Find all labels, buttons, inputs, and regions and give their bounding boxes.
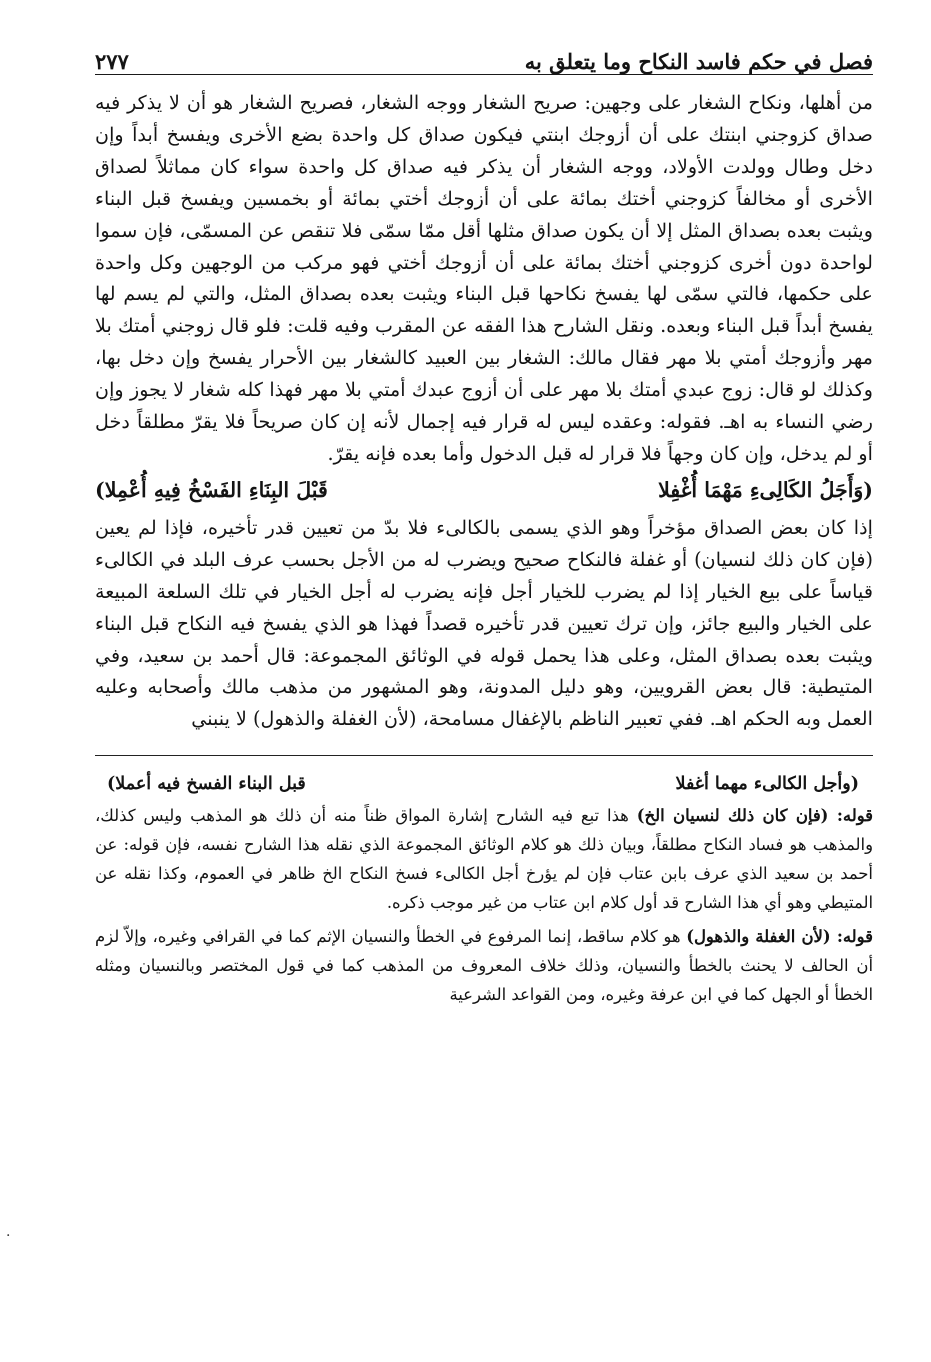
footnote-1-text: هذا تبع فيه الشارح إشارة المواق ظناً منه أن ذلك هو المذهب وليس كذلك، والمذهب هو فساد النكاح مطلقاً، وبيان ذلك هو كلام الوثائق المجموعة الذي نقله هذا الشارح نفسه، فإن قوله: عن أحمد بن سعيد الذي عرف بابن عتاب فإن لم يؤرخ أجل الكالىء فسخ النكاح الخ ظاهر في العموم، وكذا نقله عن المتيطي وهو أي هذا الشارح قد أول كلام ابن عتاب من غير موجب ذكره. — [95, 806, 873, 912]
verse-right-hemistich: (وَأَجَلُ الكَالِىءِ مَهْمَا أُغْفِلا — [658, 477, 873, 502]
footnote-paragraph-1 — [95, 802, 873, 917]
footnote-paragraph-2 — [95, 923, 873, 1009]
footnote-verse-left: قبل البناء الفسخ فيه أعملا) — [107, 774, 306, 795]
footnote-1-lead: قوله: (فإن كان ذلك لنسيان الخ) — [636, 806, 873, 826]
page-header — [95, 40, 873, 75]
margin-mark: · — [6, 1228, 11, 1244]
main-paragraph-1: من أهلها، ونكاح الشغار على وجهين: صريح الشغار ووجه الشغار، فصريح الشغار هو أن لا يذكر فيه صداق كزوجني ابنتك على أن أزوجك ابنتي فيكون صداق كل واحدة بضع الأخرى ويفسخ أبداً وإن دخل وطال وولدت الأولاد، ووجه الشغار أن يذكر فيه صداق كل واحدة سواء كان مماثلاً لصداق الأخرى أو مخالفاً كزوجني أختك بمائة على أن أزوجك أختي بمائة أو بخمسين ويفسخ قبل البناء ويثبت بعده بصداق المثل إلا أن يكون صداق مثلها أقل ممّا سمّى فلا تنقص عن المسمّى، فإن سموا لواحدة دون أخرى كزوجني أختك بمائة على أن أزوجك أختي فهو مركب من الوجهين وكل واحدة على حكمها، فالتي سمّى لها يفسخ نكاحها قبل البناء ويثبت بعده بصداق المثل، والتي لم يسم لها يفسخ أبداً قبل البناء وبعده. ونقل الشارح هذا الفقه عن المقرب وفيه قلت: فلو قال زوجني أمتك بلا مهر وأزوجك أمتي بلا مهر فقال مالك: الشغار بين العبيد كالشغار بين الأحرار يفسخ وإن دخل بها، وكذلك لو قال: زوج عبدي أمتك بلا مهر على أن أزوج عبدك أمتي بلا مهر فهذا كله شغار لا يجوز وإن رضي النساء به اهـ. فقوله: وعقده ليس له قرار فيه إجمال لأنه إن كان صريحاً فلا يقرّ مطلقاً دخل أو لم يدخل، وإن كان وجهاً فلا قرار له قبل الدخول وأما بعده فإنه يقرّ. — [95, 91, 874, 465]
book-page — [95, 40, 873, 1016]
footnote-verse-right: (وأجل الكالىء مهما أغفلا — [675, 774, 859, 795]
footnote-2-text: هو كلام ساقط، إنما المرفوع في الخطأ والنسيان الإثم كما في القرافي وغيره، وإلاّ لزم أن الحالف لا يحنث بالخطأ والنسيان، وذلك خلاف المعروف من المذهب كما في قول المختصر وبالنسيان ومثله الخطأ أو الجهل كما في ابن عرفة وغيره، ومن القواعد الشرعية — [95, 927, 873, 1004]
main-paragraph-2: إذا كان بعض الصداق مؤخراً وهو الذي يسمى بالكالىء فلا بدّ من تعيين قدر تأخيره، فإذا لم يعين (فإن كان ذلك لنسيان) أو غفلة فالنكاح صحيح ويضرب له من الأجل بحسب عرف البلد في الكالىء قياساً على بيع الخيار إذا لم يضرب للخيار أجل فإنه يضرب له أجل الخيار في تلك السلعة المبيعة على الخيار والبيع جائز، وإن ترك تعيين قدر تأخيره قصداً فهذا هو الذي يفسخ فيه النكاح قبل البناء ويثبت بعده بصداق المثل، وعلى هذا يحمل قوله في الوثائق المجموعة: قال أحمد بن سعيد، وفي المتيطية: قال بعض القرويين، وهو دليل المدونة، وهو المشهور من مذهب مالك وأصحابه وعليه العمل وبه الحكم اهـ. ففي تعبير الناظم بالإغفال مسامحة، (لأن الغفلة والذهول) لا ينبني — [95, 515, 873, 731]
footnote-separator — [95, 755, 873, 756]
footnote-verse-line — [95, 766, 873, 802]
running-title: فصل في حكم فاسد النكاح وما يتعلق به — [524, 49, 873, 74]
verse-left-hemistich: قَبْلَ البِنَاءِ الفَسْخُ فِيهِ أُعْمِلا) — [95, 477, 328, 502]
page-number: ٢٧٧ — [95, 49, 129, 74]
verse-line — [95, 470, 873, 510]
footnote-2-lead: قوله: (لأن الغفلة والذهول) — [686, 927, 873, 947]
